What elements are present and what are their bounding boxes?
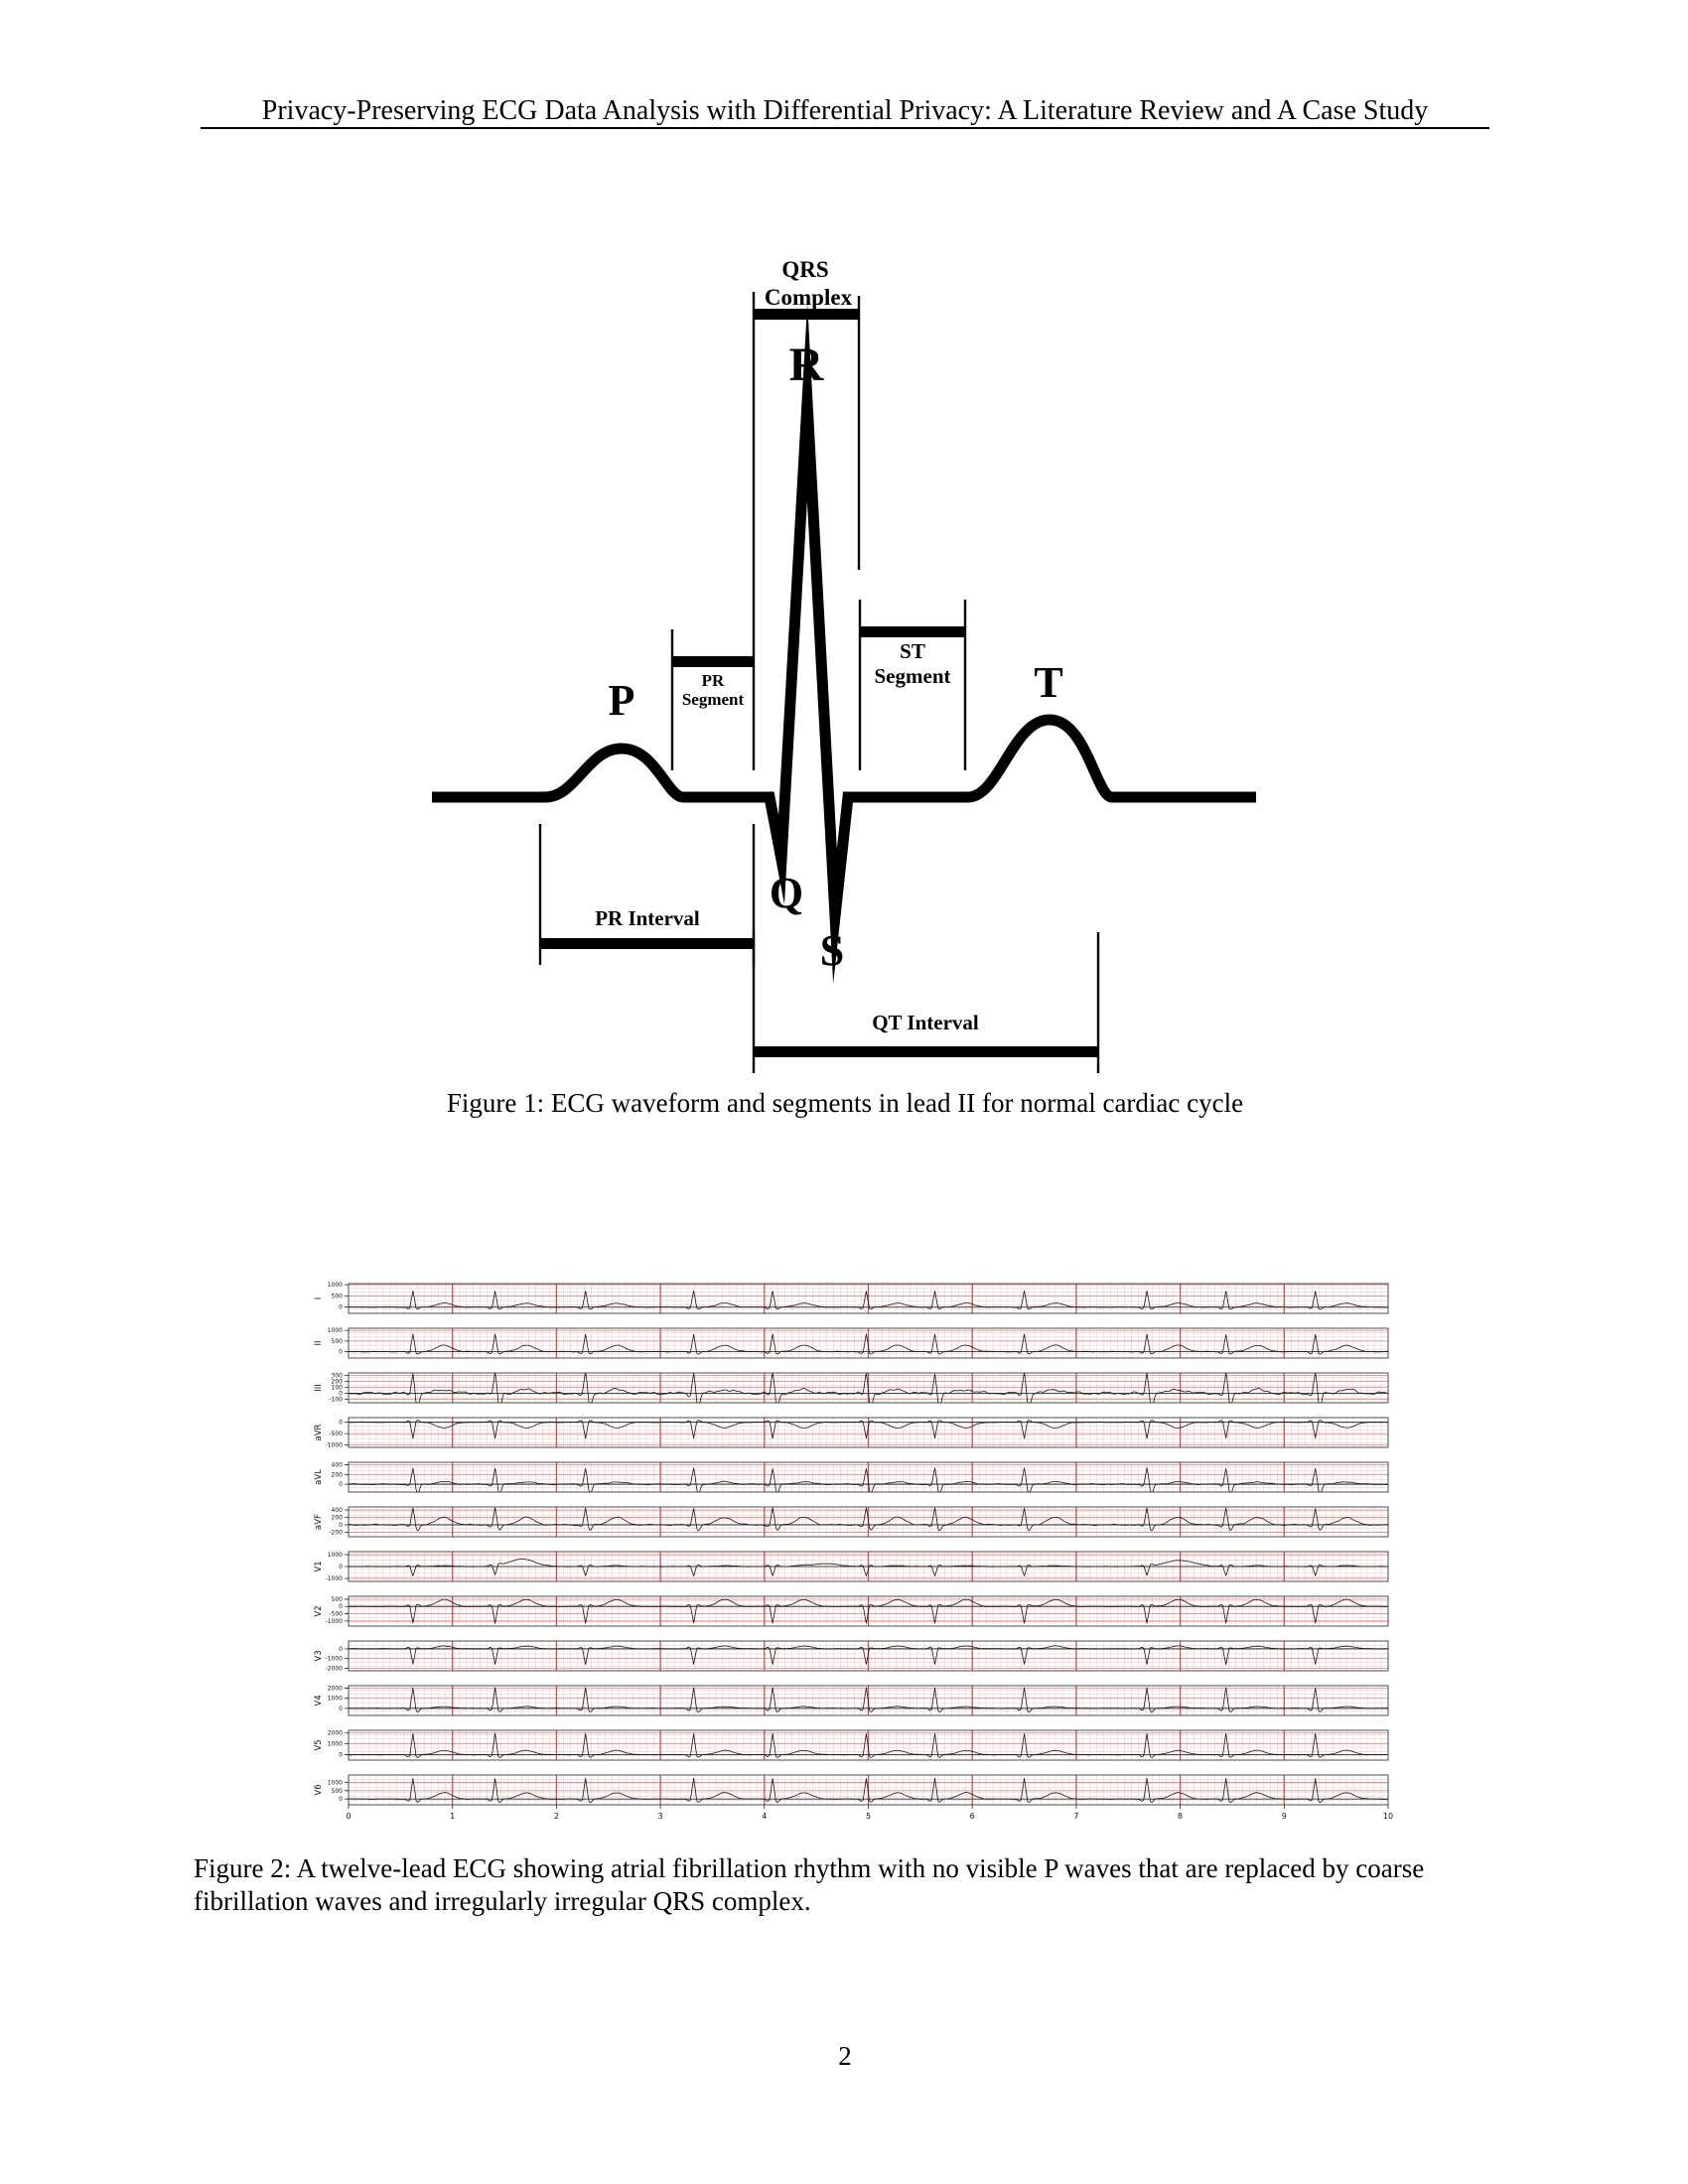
lead-label-V3: V3 [314,1650,324,1662]
xtick-label: 1 [450,1812,456,1821]
ytick-aVL: 400 [331,1461,343,1469]
ytick-V3: -1000 [325,1655,343,1663]
qrs-complex-label-line1: QRS [781,257,829,282]
ytick-V3: 0 [339,1645,343,1653]
ytick-aVL: 0 [339,1481,343,1489]
figure2-caption-line2: fibrillation waves and irregularly irregular QRS complex. [194,1886,811,1916]
s-wave-label: S [819,926,845,975]
xtick-label: 0 [346,1812,352,1821]
xtick-label: 10 [1382,1812,1394,1821]
ytick-I: 0 [339,1303,343,1311]
st-segment-label-line2: Segment [874,664,951,688]
figure1-ecg-diagram [427,246,1271,1080]
xtick-label: 9 [1281,1812,1287,1821]
ytick-V2: -1000 [325,1617,343,1625]
ytick-II: 500 [331,1337,343,1345]
figure1-caption: Figure 1: ECG waveform and segments in lead II for normal cardiac cycle [446,1088,1244,1118]
pr-segment-label-line1: PR [701,671,725,690]
ytick-V3: -2000 [325,1665,343,1673]
ytick-aVR: -500 [329,1431,343,1438]
ytick-V4: 0 [339,1705,343,1712]
ytick-V1: 0 [339,1564,343,1570]
qrs-complex-bar [754,309,859,320]
r-wave-label: R [788,339,824,391]
xtick-label: 4 [762,1812,768,1821]
ytick-V2: 500 [331,1595,343,1603]
ecg-waveform [432,402,1256,916]
lead-label-I: I [314,1297,324,1300]
ytick-V1: 1000 [327,1552,343,1559]
ytick-V5: 0 [339,1751,343,1759]
lead-label-V6: V6 [314,1784,324,1796]
ytick-II: 0 [339,1348,343,1356]
ytick-V4: 1000 [327,1695,343,1703]
lead-label-V2: V2 [314,1605,324,1617]
t-wave-label: T [1034,658,1063,707]
ytick-III: 300 [331,1372,343,1380]
ytick-I: 1000 [327,1282,343,1290]
xtick-label: 7 [1073,1812,1079,1821]
xtick-label: 2 [553,1812,559,1821]
ytick-V5: 2000 [327,1729,343,1737]
ytick-aVR: 0 [339,1419,343,1427]
figure2-chart [298,1271,1410,1827]
lead-label-III: III [314,1384,324,1392]
pr-interval-bar [540,938,754,949]
ytick-III: 100 [331,1384,343,1392]
ytick-V4: 2000 [327,1685,343,1693]
ytick-aVF: 200 [331,1514,343,1522]
ytick-aVR: -1000 [325,1441,343,1449]
ytick-V2: -500 [329,1610,343,1618]
qt-interval-label: QT Interval [872,1011,979,1034]
ytick-II: 1000 [327,1327,343,1335]
ytick-aVL: 200 [331,1471,343,1479]
ytick-V1: -1000 [325,1575,343,1582]
xtick-label: 3 [657,1812,663,1821]
pr-interval-label: PR Interval [595,906,700,930]
p-wave-label: P [608,676,635,725]
header-title: Privacy-Preserving ECG Data Analysis with Differential Privacy: A Literature Review and A Case Study [261,95,1429,126]
lead-label-V4: V4 [314,1695,324,1706]
ytick-V6: 500 [331,1787,343,1795]
ytick-aVF: 400 [331,1507,343,1514]
figure2-caption [194,1852,1492,1918]
lead-label-aVL: aVL [314,1469,324,1485]
lead-label-V1: V1 [314,1561,324,1572]
ytick-III: 0 [339,1390,343,1398]
ytick-aVF: -200 [329,1529,343,1537]
xtick-label: 5 [865,1812,872,1821]
st-segment-bar [860,626,965,637]
qrs-complex-label-line2: Complex [764,285,853,310]
ytick-I: 500 [331,1293,343,1300]
ytick-III: -100 [329,1396,343,1404]
figure2-caption-line1: Figure 2: A twelve-lead ECG showing atrial fibrillation rhythm with no visible P waves that are replaced by coarse [194,1853,1425,1883]
ytick-V5: 1000 [327,1740,343,1748]
ytick-V6: 0 [339,1796,343,1804]
ytick-III: 200 [331,1378,343,1386]
header-rule [201,127,1489,129]
xtick-label: 6 [969,1812,975,1821]
ytick-V6: 1000 [327,1779,343,1787]
pr-segment-bar [672,656,754,667]
lead-label-aVF: aVF [314,1514,324,1530]
page-number: 2 [838,2041,852,2071]
xtick-label: 8 [1178,1812,1184,1821]
lead-label-V5: V5 [314,1739,324,1751]
pr-segment-label-line2: Segment [681,690,745,709]
q-wave-label: Q [769,869,804,917]
qt-interval-bar [754,1046,1098,1057]
lead-label-aVR: aVR [314,1424,324,1441]
ytick-V2: 0 [339,1603,343,1611]
lead-label-II: II [314,1340,324,1346]
st-segment-label-line1: ST [900,639,925,663]
ytick-aVF: 0 [339,1522,343,1529]
